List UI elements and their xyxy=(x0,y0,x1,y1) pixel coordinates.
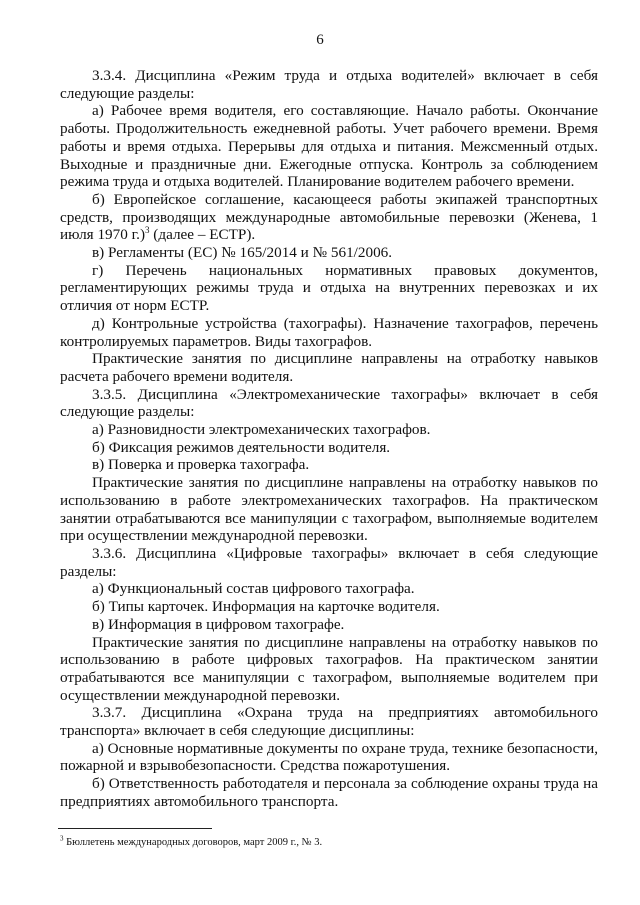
page-number: 6 xyxy=(316,32,324,48)
paragraph-3-3-4-d: д) Контрольные устройства (тахографы). Назначение тахографов, перечень контролируемых параметров. Виды тахографов. xyxy=(60,314,598,350)
paragraph-3-3-7-b: б) Ответственность работодателя и персонала за соблюдение охраны труда на предприятиях автомобильного транспорта. xyxy=(60,775,598,810)
paragraph-3-3-4-practice: Практические занятия по дисциплине направлены на отработку навыков расчета рабочего времени водителя. xyxy=(60,350,598,385)
paragraph-3-3-4-a: а) Рабочее время водителя, его составляющие. Начало работы. Окончание работы. Продолжительность ежедневной работы. Учет рабочего времени. Время работы и время отдыха. Перерывы для отдыха и питания. Межсменный отдых. Выходные и праздничные дни. Ежегодные отпуска. Контроль за соблюдением режима труда и отдыха водителей. Планирование водителем рабочего времени. xyxy=(60,102,598,191)
paragraph-3-3-5-heading: 3.3.5. Дисциплина «Электромеханические тахографы» включает в себя следующие разделы: xyxy=(60,385,598,421)
footnote xyxy=(60,836,600,849)
paragraph-3-3-5-practice: Практические занятия по дисциплине направлены на отработку навыков по использованию в работе электромеханических тахографов. На практическом занятии отрабатываются все манипуляции с тахографом, выполняемые водителем при осуществлении международной перевозки. xyxy=(60,474,598,545)
paragraph-3-3-6-v: в) Информация в цифровом тахографе. xyxy=(92,615,345,633)
footnote-reference: 3 xyxy=(145,225,150,236)
paragraph-3-3-4-heading: 3.3.4. Дисциплина «Режим труда и отдыха водителей» включает в себя следующие разделы: xyxy=(60,67,598,102)
paragraph-3-3-4-g: г) Перечень национальных нормативных правовых документов, регламентирующих режимы труда и отдыха на внутренних перевозках и их отличия от норм ЕСТР. xyxy=(60,261,598,315)
paragraph-3-3-5-b: б) Фиксация режимов деятельности водителя. xyxy=(92,438,391,456)
paragraph-3-3-6-practice: Практические занятия по дисциплине направлены на отработку навыков по использованию в работе цифровых тахографов. На практическом занятии отрабатываются все манипуляции с тахографом, выполняемые водителем при осуществлении международной перевозки. xyxy=(60,633,598,704)
footnote-marker: 3 xyxy=(60,834,64,843)
paragraph-3-3-5-a: а) Разновидности электромеханических тахографов. xyxy=(92,421,431,439)
paragraph-3-3-4-v: в) Регламенты (ЕС) № 165/2014 и № 561/2006. xyxy=(92,244,393,262)
paragraph-3-3-6-a: а) Функциональный состав цифрового тахографа. xyxy=(92,580,415,598)
footnote-text: Бюллетень международных договоров, март 2009 г., № 3. xyxy=(63,837,323,848)
paragraph-3-3-6-b: б) Типы карточек. Информация на карточке водителя. xyxy=(92,598,440,616)
paragraph-3-3-7-heading: 3.3.7. Дисциплина «Охрана труда на предприятиях автомобильного транспорта» включает в себя следующие дисциплины: xyxy=(60,704,598,740)
paragraph-3-3-4-b-tail: (далее – ЕСТР). xyxy=(149,226,256,244)
paragraph-3-3-6-heading: 3.3.6. Дисциплина «Цифровые тахографы» включает в себя следующие разделы: xyxy=(60,544,598,580)
paragraph-3-3-5-v: в) Поверка и проверка тахографа. xyxy=(92,456,310,474)
paragraph-3-3-4-b xyxy=(60,191,598,244)
paragraph-3-3-4-b-text: б) Европейское соглашение, касающееся работы экипажей транспортных средств, производящих международные автомобильные перевозки (Женева, 1 июля 1970 г.) xyxy=(60,190,598,244)
footnote-separator xyxy=(58,828,212,829)
paragraph-3-3-7-a: а) Основные нормативные документы по охране труда, технике безопасности, пожарной и взрывобезопасности. Средства пожаротушения. xyxy=(60,739,598,775)
body-text xyxy=(60,67,598,811)
